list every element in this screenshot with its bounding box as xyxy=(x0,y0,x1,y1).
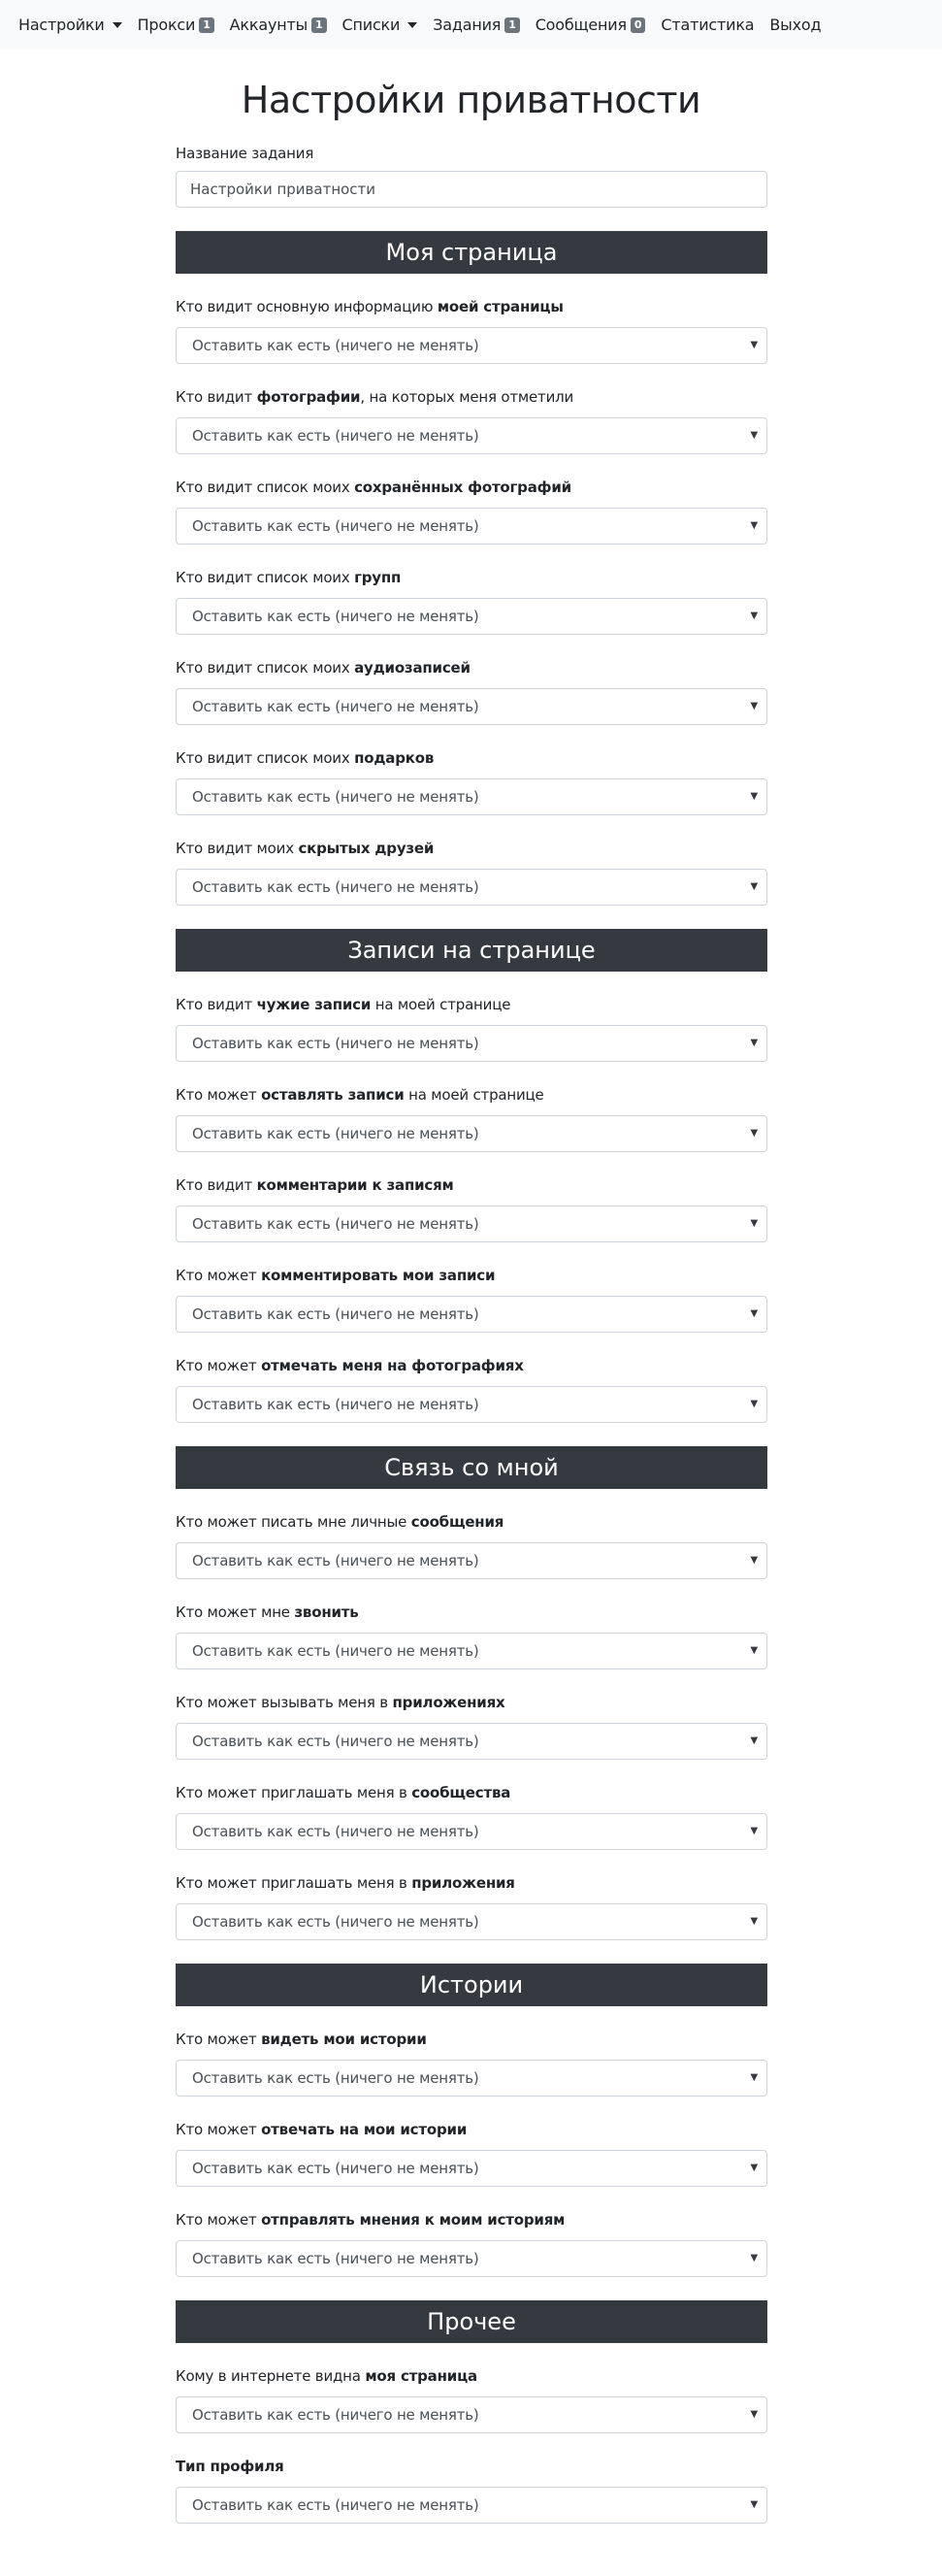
privacy-setting-group xyxy=(176,387,767,454)
select-value: Оставить как есть (ничего не менять) xyxy=(192,517,479,535)
label-emphasis: отправлять мнения к моим историям xyxy=(261,2211,566,2229)
label-text: Кто может xyxy=(176,1267,262,1284)
privacy-setting-label xyxy=(176,1602,767,1622)
nav-item-5[interactable] xyxy=(536,16,646,34)
privacy-select[interactable] xyxy=(176,417,767,454)
nav-item-label: Настройки xyxy=(18,16,105,34)
privacy-setting-group xyxy=(176,1602,767,1669)
nav-count-badge: 0 xyxy=(631,17,645,33)
label-text: на моей странице xyxy=(404,1086,544,1104)
privacy-setting-group xyxy=(176,478,767,545)
section-header: Связь со мной xyxy=(176,1446,767,1489)
task-name-input[interactable] xyxy=(176,171,767,208)
select-arrow-icon: ▼ xyxy=(750,1308,758,1319)
privacy-select[interactable] xyxy=(176,2396,767,2433)
privacy-setting-label xyxy=(176,1085,767,1105)
select-arrow-icon: ▼ xyxy=(750,1128,758,1139)
select-value: Оставить как есть (ничего не менять) xyxy=(192,1215,479,1233)
select-value: Оставить как есть (ничего не менять) xyxy=(192,1396,479,1413)
label-emphasis: звонить xyxy=(294,1603,359,1621)
privacy-setting-label xyxy=(176,2457,767,2476)
label-text: Кто может xyxy=(176,1086,262,1104)
privacy-setting-group xyxy=(176,1266,767,1333)
label-text: Кому в интернете видна xyxy=(176,2367,366,2385)
privacy-setting-label xyxy=(176,1356,767,1375)
nav-item-2[interactable] xyxy=(230,16,327,34)
select-value: Оставить как есть (ничего не менять) xyxy=(192,2250,479,2267)
label-emphasis: групп xyxy=(354,569,402,586)
privacy-select[interactable] xyxy=(176,2060,767,2097)
nav-item-label: Прокси xyxy=(137,16,196,34)
label-text: , на которых меня отметили xyxy=(360,388,574,406)
nav-item-6[interactable] xyxy=(661,16,754,34)
privacy-setting-group xyxy=(176,1783,767,1850)
select-value: Оставить как есть (ничего не менять) xyxy=(192,1305,479,1323)
privacy-setting-group xyxy=(176,2366,767,2433)
page-title: Настройки приватности xyxy=(241,79,701,121)
label-text: Кто может мне xyxy=(176,1603,295,1621)
section-header: Моя страница xyxy=(176,231,767,274)
label-text: Кто может приглашать меня в xyxy=(176,1784,412,1801)
nav-item-label: Списки xyxy=(341,16,401,34)
privacy-setting-label xyxy=(176,478,767,497)
privacy-select[interactable] xyxy=(176,1633,767,1669)
label-emphasis: отвечать на мои истории xyxy=(261,2121,468,2138)
select-arrow-icon: ▼ xyxy=(750,2163,758,2173)
select-arrow-icon: ▼ xyxy=(750,1916,758,1927)
label-text: Кто может xyxy=(176,2211,262,2229)
select-value: Оставить как есть (ничего не менять) xyxy=(192,698,479,715)
form-container xyxy=(176,144,767,2524)
select-value: Оставить как есть (ничего не менять) xyxy=(192,1913,479,1931)
select-value: Оставить как есть (ничего не менять) xyxy=(192,1552,479,1569)
label-text: Кто видит моих xyxy=(176,840,299,857)
privacy-setting-label xyxy=(176,748,767,768)
privacy-setting-group xyxy=(176,1085,767,1152)
label-emphasis: сообщения xyxy=(410,1513,504,1531)
select-arrow-icon: ▼ xyxy=(750,340,758,350)
privacy-setting-group xyxy=(176,2120,767,2187)
privacy-setting-group xyxy=(176,1512,767,1579)
privacy-select[interactable] xyxy=(176,1903,767,1940)
nav-item-7[interactable] xyxy=(769,16,821,34)
nav-item-4[interactable] xyxy=(433,16,519,34)
privacy-select[interactable] xyxy=(176,2487,767,2524)
select-value: Оставить как есть (ничего не менять) xyxy=(192,1035,479,1052)
caret-down-icon xyxy=(113,22,122,28)
privacy-setting-label xyxy=(176,658,767,677)
label-text: на моей странице xyxy=(371,996,511,1013)
nav-item-label: Аккаунты xyxy=(229,16,309,34)
label-emphasis: отмечать меня на фотографиях xyxy=(261,1357,524,1374)
privacy-select[interactable] xyxy=(176,1296,767,1333)
select-value: Оставить как есть (ничего не менять) xyxy=(192,1733,479,1750)
select-arrow-icon: ▼ xyxy=(750,1399,758,1409)
label-emphasis: моей страницы xyxy=(437,298,564,315)
privacy-select[interactable] xyxy=(176,1386,767,1423)
privacy-select[interactable] xyxy=(176,1542,767,1579)
select-arrow-icon: ▼ xyxy=(750,1555,758,1566)
nav-item-3[interactable] xyxy=(342,16,418,34)
label-emphasis: сохранённых фотографий xyxy=(354,479,571,496)
select-arrow-icon: ▼ xyxy=(750,2499,758,2510)
label-text: Кто видит список моих xyxy=(176,659,355,677)
select-arrow-icon: ▼ xyxy=(750,2072,758,2083)
nav-count-badge: 1 xyxy=(199,17,213,33)
select-value: Оставить как есть (ничего не менять) xyxy=(192,427,479,445)
privacy-select[interactable] xyxy=(176,1813,767,1850)
privacy-select[interactable] xyxy=(176,869,767,906)
privacy-setting-group xyxy=(176,1873,767,1940)
caret-down-icon xyxy=(407,22,417,28)
select-value: Оставить как есть (ничего не менять) xyxy=(192,878,479,896)
privacy-setting-group xyxy=(176,995,767,1062)
label-emphasis: сообщества xyxy=(411,1784,511,1801)
section-header: Истории xyxy=(176,1964,767,2006)
select-value: Оставить как есть (ничего не менять) xyxy=(192,1823,479,1840)
section-header: Прочее xyxy=(176,2300,767,2343)
privacy-setting-label xyxy=(176,1783,767,1802)
privacy-setting-group xyxy=(176,2030,767,2097)
label-emphasis: приложения xyxy=(411,1874,515,1892)
select-arrow-icon: ▼ xyxy=(750,1038,758,1048)
label-emphasis: аудиозаписей xyxy=(354,659,471,677)
privacy-setting-group xyxy=(176,1175,767,1242)
label-text: Кто может приглашать меня в xyxy=(176,1874,412,1892)
select-value: Оставить как есть (ничего не менять) xyxy=(192,608,479,625)
nav-item-label: Задания xyxy=(433,16,502,34)
select-value: Оставить как есть (ничего не менять) xyxy=(192,788,479,806)
select-value: Оставить как есть (ничего не менять) xyxy=(192,2069,479,2087)
privacy-setting-label xyxy=(176,2210,767,2229)
select-value: Оставить как есть (ничего не менять) xyxy=(192,1125,479,1142)
label-emphasis: приложениях xyxy=(392,1694,505,1711)
label-text: Кто видит основную информацию xyxy=(176,298,438,315)
select-value: Оставить как есть (ничего не менять) xyxy=(192,2496,479,2514)
label-text: Кто может писать мне личные xyxy=(176,1513,411,1531)
privacy-setting-label xyxy=(176,995,767,1014)
privacy-setting-label xyxy=(176,2366,767,2386)
select-arrow-icon: ▼ xyxy=(750,2253,758,2263)
privacy-select[interactable] xyxy=(176,688,767,725)
privacy-select[interactable] xyxy=(176,508,767,545)
label-text: Кто может вызывать меня в xyxy=(176,1694,393,1711)
section-header: Записи на странице xyxy=(176,929,767,972)
label-emphasis: подарков xyxy=(354,749,435,767)
privacy-setting-label xyxy=(176,1266,767,1285)
privacy-select[interactable] xyxy=(176,2240,767,2277)
task-name-label: Название задания xyxy=(176,145,314,162)
label-text: Кто видит xyxy=(176,1176,257,1194)
select-arrow-icon: ▼ xyxy=(750,520,758,531)
privacy-setting-label xyxy=(176,1873,767,1893)
privacy-select[interactable] xyxy=(176,2150,767,2187)
privacy-setting-label xyxy=(176,839,767,858)
select-arrow-icon: ▼ xyxy=(750,611,758,621)
label-emphasis: чужие записи xyxy=(256,996,372,1013)
label-emphasis: фотографии xyxy=(256,388,361,406)
label-emphasis: комментарии к записям xyxy=(256,1176,454,1194)
privacy-setting-label xyxy=(176,568,767,587)
select-arrow-icon: ▼ xyxy=(750,1826,758,1836)
privacy-setting-label xyxy=(176,1512,767,1532)
privacy-setting-group xyxy=(176,568,767,635)
select-value: Оставить как есть (ничего не менять) xyxy=(192,337,479,354)
select-value: Оставить как есть (ничего не менять) xyxy=(192,2406,479,2424)
label-emphasis: Тип профиля xyxy=(176,2458,284,2475)
label-text: Кто видит список моих xyxy=(176,569,355,586)
nav-item-1[interactable] xyxy=(138,16,214,34)
label-emphasis: видеть мои истории xyxy=(261,2031,427,2048)
privacy-setting-label xyxy=(176,1175,767,1195)
nav-item-label: Статистика xyxy=(661,16,755,34)
privacy-setting-label xyxy=(176,297,767,316)
label-text: Кто видит xyxy=(176,996,257,1013)
nav-item-label: Сообщения xyxy=(535,16,627,34)
privacy-select[interactable] xyxy=(176,327,767,364)
nav-item-0[interactable] xyxy=(18,16,122,34)
label-text: Кто может xyxy=(176,1357,262,1374)
select-arrow-icon: ▼ xyxy=(750,2409,758,2420)
select-arrow-icon: ▼ xyxy=(750,1645,758,1656)
privacy-setting-label xyxy=(176,387,767,407)
select-value: Оставить как есть (ничего не менять) xyxy=(192,2160,479,2177)
select-value: Оставить как есть (ничего не менять) xyxy=(192,1642,479,1660)
privacy-select[interactable] xyxy=(176,1723,767,1760)
label-text: Кто может xyxy=(176,2121,262,2138)
label-text: Кто видит список моих xyxy=(176,749,355,767)
top-navbar xyxy=(0,0,942,50)
label-emphasis: оставлять записи xyxy=(261,1086,405,1104)
label-text: Кто видит список моих xyxy=(176,479,355,496)
privacy-setting-label xyxy=(176,1693,767,1712)
privacy-select[interactable] xyxy=(176,1205,767,1242)
privacy-select[interactable] xyxy=(176,1025,767,1062)
label-emphasis: комментировать мои записи xyxy=(261,1267,496,1284)
select-arrow-icon: ▼ xyxy=(750,430,758,441)
select-arrow-icon: ▼ xyxy=(750,791,758,802)
privacy-setting-group xyxy=(176,2457,767,2524)
label-emphasis: скрытых друзей xyxy=(298,840,435,857)
privacy-select[interactable] xyxy=(176,1115,767,1152)
select-arrow-icon: ▼ xyxy=(750,701,758,711)
privacy-select[interactable] xyxy=(176,778,767,815)
privacy-setting-group xyxy=(176,297,767,364)
select-arrow-icon: ▼ xyxy=(750,1218,758,1229)
privacy-setting-group xyxy=(176,658,767,725)
privacy-sections xyxy=(176,231,767,2524)
label-emphasis: моя страница xyxy=(365,2367,477,2385)
privacy-select[interactable] xyxy=(176,598,767,635)
privacy-setting-group xyxy=(176,839,767,906)
privacy-setting-label xyxy=(176,2030,767,2049)
privacy-setting-group xyxy=(176,1356,767,1423)
select-arrow-icon: ▼ xyxy=(750,881,758,892)
privacy-setting-group xyxy=(176,748,767,815)
select-arrow-icon: ▼ xyxy=(750,1735,758,1746)
nav-count-badge: 1 xyxy=(504,17,519,33)
privacy-setting-group xyxy=(176,1693,767,1760)
privacy-setting-group xyxy=(176,2210,767,2277)
nav-count-badge: 1 xyxy=(311,17,326,33)
label-text: Кто видит xyxy=(176,388,257,406)
label-text: Кто может xyxy=(176,2031,262,2048)
nav-item-label: Выход xyxy=(769,16,822,34)
privacy-setting-label xyxy=(176,2120,767,2139)
